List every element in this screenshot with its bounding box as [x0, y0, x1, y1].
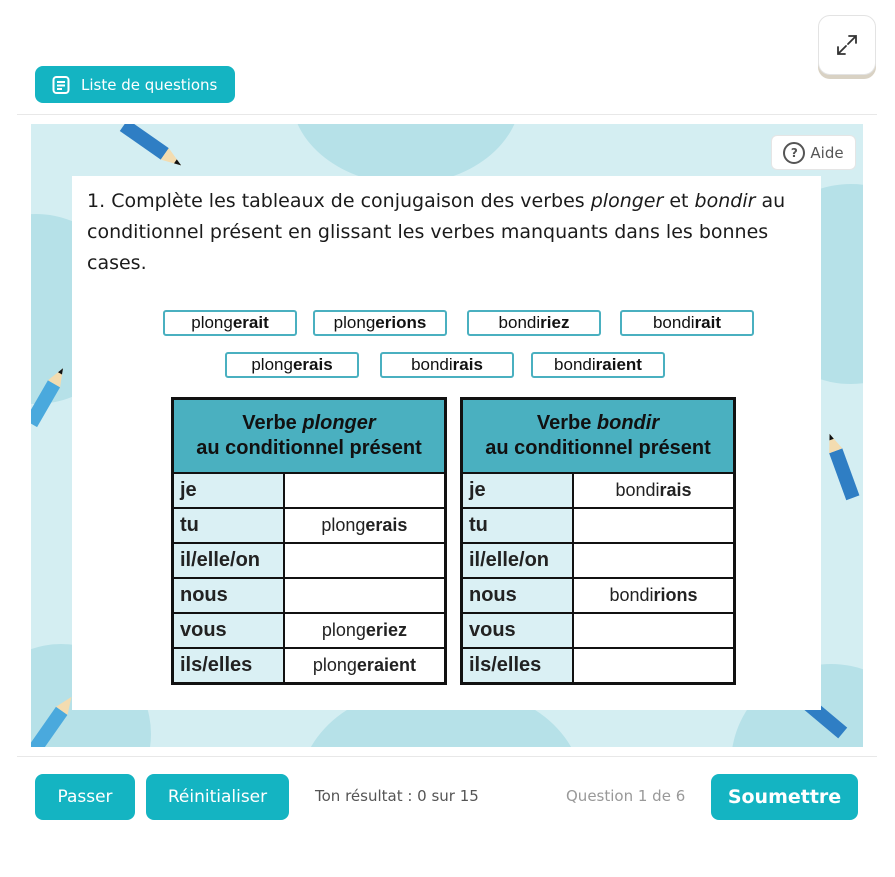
fullscreen-button[interactable] — [818, 15, 876, 75]
question-verb-plonger: plonger — [590, 190, 664, 212]
help-icon: ? — [783, 142, 805, 164]
question-text-part: Complète les tableaux de conjugaison des verbes — [111, 190, 585, 212]
drop-zone[interactable]: plongeraient — [284, 648, 446, 684]
help-button[interactable] — [771, 135, 856, 170]
pronoun-cell: ils/elles — [173, 648, 284, 684]
pronoun-cell: il/elle/on — [462, 543, 574, 578]
table-row — [462, 613, 735, 648]
table-row — [173, 578, 446, 613]
skip-button[interactable]: Passer — [35, 774, 135, 820]
table-row — [173, 473, 446, 508]
pronoun-cell: vous — [173, 613, 284, 648]
draggable-chip[interactable]: bondi rait — [620, 310, 754, 336]
score-text: Ton résultat : 0 sur 15 — [315, 787, 479, 805]
pronoun-cell: vous — [462, 613, 574, 648]
pronoun-cell: je — [173, 473, 284, 508]
pencil-decoration — [31, 349, 71, 429]
drop-zone[interactable] — [284, 578, 446, 613]
draggable-chip[interactable]: bondi raient — [531, 352, 665, 378]
draggable-chip[interactable]: plong erions — [313, 310, 447, 336]
table-bondir — [460, 397, 736, 685]
drop-zone[interactable] — [573, 648, 734, 684]
pronoun-cell: nous — [462, 578, 574, 613]
table-row — [462, 648, 735, 684]
table-row — [462, 508, 735, 543]
question-counter: Question 1 de 6 — [566, 787, 686, 805]
table-row — [462, 543, 735, 578]
pronoun-cell: nous — [173, 578, 284, 613]
table-row — [462, 473, 735, 508]
table-row — [173, 648, 446, 684]
pencil-decoration — [826, 424, 863, 534]
exercise-card — [72, 176, 821, 710]
drop-zone[interactable] — [573, 543, 734, 578]
drop-zone[interactable] — [284, 543, 446, 578]
draggable-chip[interactable]: bondi riez — [467, 310, 601, 336]
table-row — [173, 508, 446, 543]
question-list-button[interactable] — [35, 66, 235, 103]
drop-zone[interactable] — [573, 508, 734, 543]
pronoun-cell: je — [462, 473, 574, 508]
table-header: Verbe bondir au conditionnel présent — [462, 399, 735, 474]
drop-zone[interactable] — [573, 613, 734, 648]
draggable-chip[interactable]: plong erais — [225, 352, 359, 378]
table-row — [173, 613, 446, 648]
draggable-chip[interactable]: bondi rais — [380, 352, 514, 378]
help-label: Aide — [810, 143, 844, 162]
drop-zone[interactable]: plongeriez — [284, 613, 446, 648]
reset-button[interactable]: Réinitialiser — [146, 774, 289, 820]
pronoun-cell: il/elle/on — [173, 543, 284, 578]
pronoun-cell: ils/elles — [462, 648, 574, 684]
table-plonger — [171, 397, 447, 685]
table-header: Verbe plonger au conditionnel présent — [173, 399, 446, 474]
question-number: 1. — [87, 190, 106, 212]
pencil-decoration — [116, 124, 196, 179]
drop-zone[interactable]: bondirions — [573, 578, 734, 613]
table-row — [173, 543, 446, 578]
expand-icon — [834, 32, 860, 58]
question-verb-bondir: bondir — [694, 190, 756, 212]
table-row — [462, 578, 735, 613]
background-bubble — [291, 124, 521, 184]
drop-zone[interactable]: plongerais — [284, 508, 446, 543]
submit-button[interactable]: Soumettre — [711, 774, 858, 820]
top-divider — [17, 114, 877, 115]
pronoun-cell: tu — [173, 508, 284, 543]
question-list-label: Liste de questions — [81, 75, 218, 94]
question-text-part: au conditionnel présent en glissant les verbes manquants dans les bonnes cases. — [87, 190, 786, 274]
draggable-chip[interactable]: plong erait — [163, 310, 297, 336]
drop-zone[interactable] — [284, 473, 446, 508]
drop-zone[interactable]: bondirais — [573, 473, 734, 508]
question-text — [87, 186, 807, 279]
list-icon — [51, 75, 71, 95]
pronoun-cell: tu — [462, 508, 574, 543]
question-text-part: et — [669, 190, 689, 212]
bottom-divider — [17, 756, 877, 757]
